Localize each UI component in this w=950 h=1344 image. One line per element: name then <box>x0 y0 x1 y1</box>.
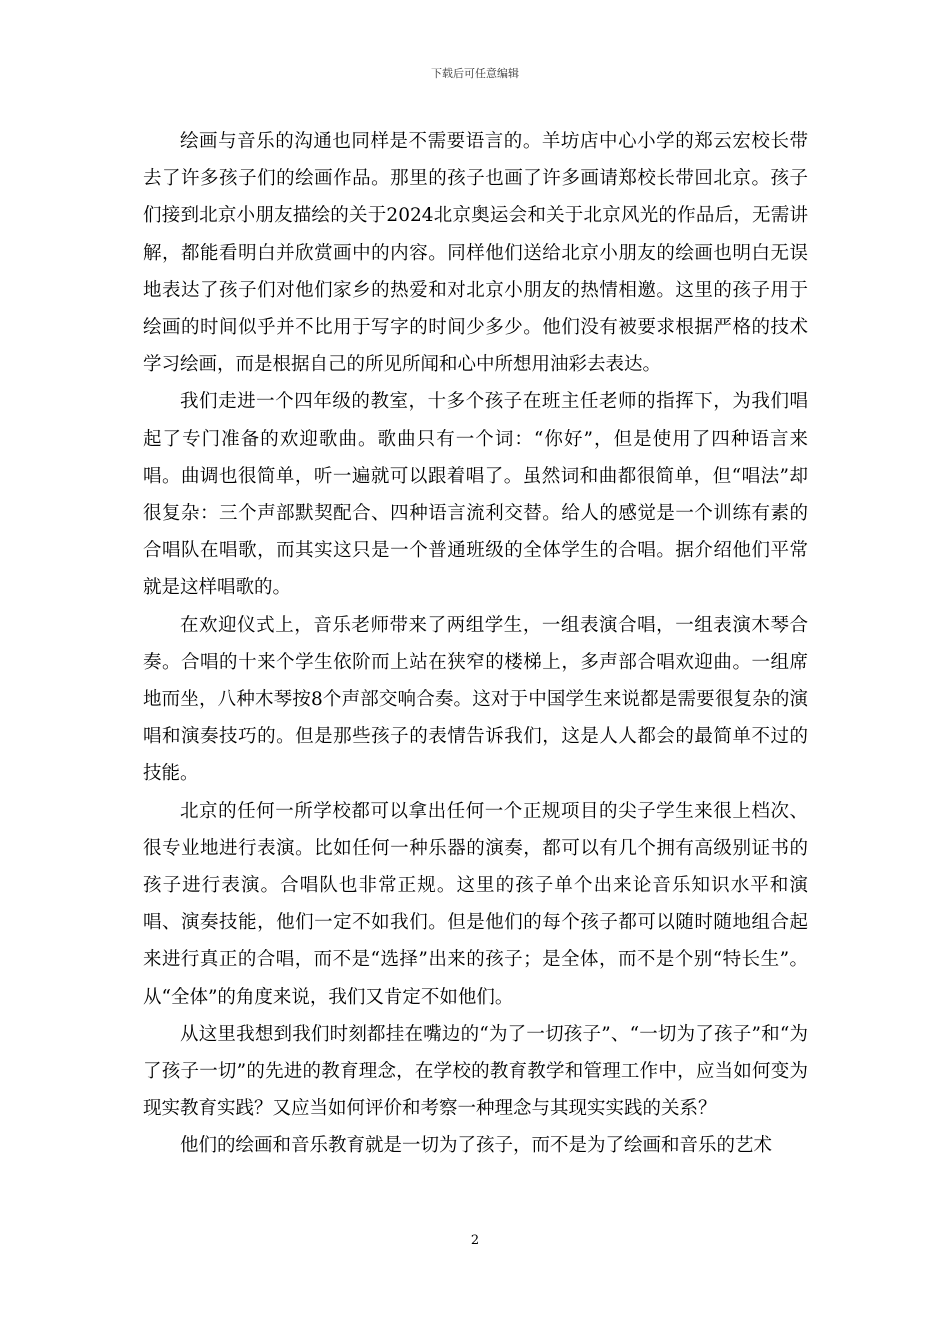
page-number: 2 <box>470 1233 480 1248</box>
paragraph-welcome-ceremony: 在欢迎仪式上，音乐老师带来了两组学生，一组表演合唱，一组表演木琴合奏。合唱的十来个学生依阶而上站在狭窄的楼梯上，多声部合唱欢迎曲。一组席地而坐，八种木琴按8个声部交响合奏。这对于中国学生来说都是需要很复杂的演唱和演奏技巧的。但是那些孩子的表情告诉我们，这是人人都会的最简单不过的技能。 <box>143 614 808 785</box>
paragraph-art-education: 他们的绘画和音乐教育就是一切为了孩子，而不是为了绘画和音乐的艺术 <box>180 1135 773 1157</box>
paragraph-classroom-song: 我们走进一个四年级的教室，十多个孩子在班主任老师的指挥下，为我们唱起了专门准备的欢迎歌曲。歌曲只有一个词：“你好”，但是使用了四种语言来唱。曲调也很简单，听一遍就可以跟着唱了。虽然词和曲都很简单，但“唱法”却很复杂：三个声部默契配合、四种语言流利交替。给人的感觉是一个训练有素的合唱队在唱歌，而其实这只是一个普通班级的全体学生的合唱。据介绍他们平常就是这样唱歌的。 <box>143 391 808 599</box>
paragraph-beijing-comparison: 北京的任何一所学校都可以拿出任何一个正规项目的尖子学生来很上档次、很专业地进行表演。比如任何一种乐器的演奏，都可以有几个拥有高级别证书的孩子进行表演。合唱队也非常正规。这里的孩子单个出来论音乐知识水平和演唱、演奏技能，他们一定不如我们。但是他们的每个孩子都可以随时随地组合起来进行真正的合唱，而不是“选择”出来的孩子；是全体，而不是个别“特长生”。从“全体”的角度来说，我们又肯定不如他们。 <box>143 800 808 1008</box>
document-body <box>143 123 808 1165</box>
paragraph-education-philosophy: 从这里我想到我们时刻都挂在嘴边的“为了一切孩子”、“一切为了孩子”和“为了孩子一切”的先进的教育理念，在学校的教育教学和管理工作中，应当如何变为现实教育实践？又应当如何评价和考察一种理念与其现实实践的关系？ <box>143 1023 808 1120</box>
page-header: 下载后可任意编辑 <box>431 67 519 80</box>
paragraph-painting-communication: 绘画与音乐的沟通也同样是不需要语言的。羊坊店中心小学的郑云宏校长带去了许多孩子们的绘画作品。那里的孩子也画了许多画请郑校长带回北京。孩子们接到北京小朋友描绘的关于2024北京奥运会和关于北京风光的作品后，无需讲解，都能看明白并欣赏画中的内容。同样他们送给北京小朋友的绘画也明白无误地表达了孩子们对他们家乡的热爱和对北京小朋友的热情相邀。这里的孩子用于绘画的时间似乎并不比用于写字的时间少多少。他们没有被要求根据严格的技术学习绘画，而是根据自己的所见所闻和心中所想用油彩去表达。 <box>143 131 808 376</box>
